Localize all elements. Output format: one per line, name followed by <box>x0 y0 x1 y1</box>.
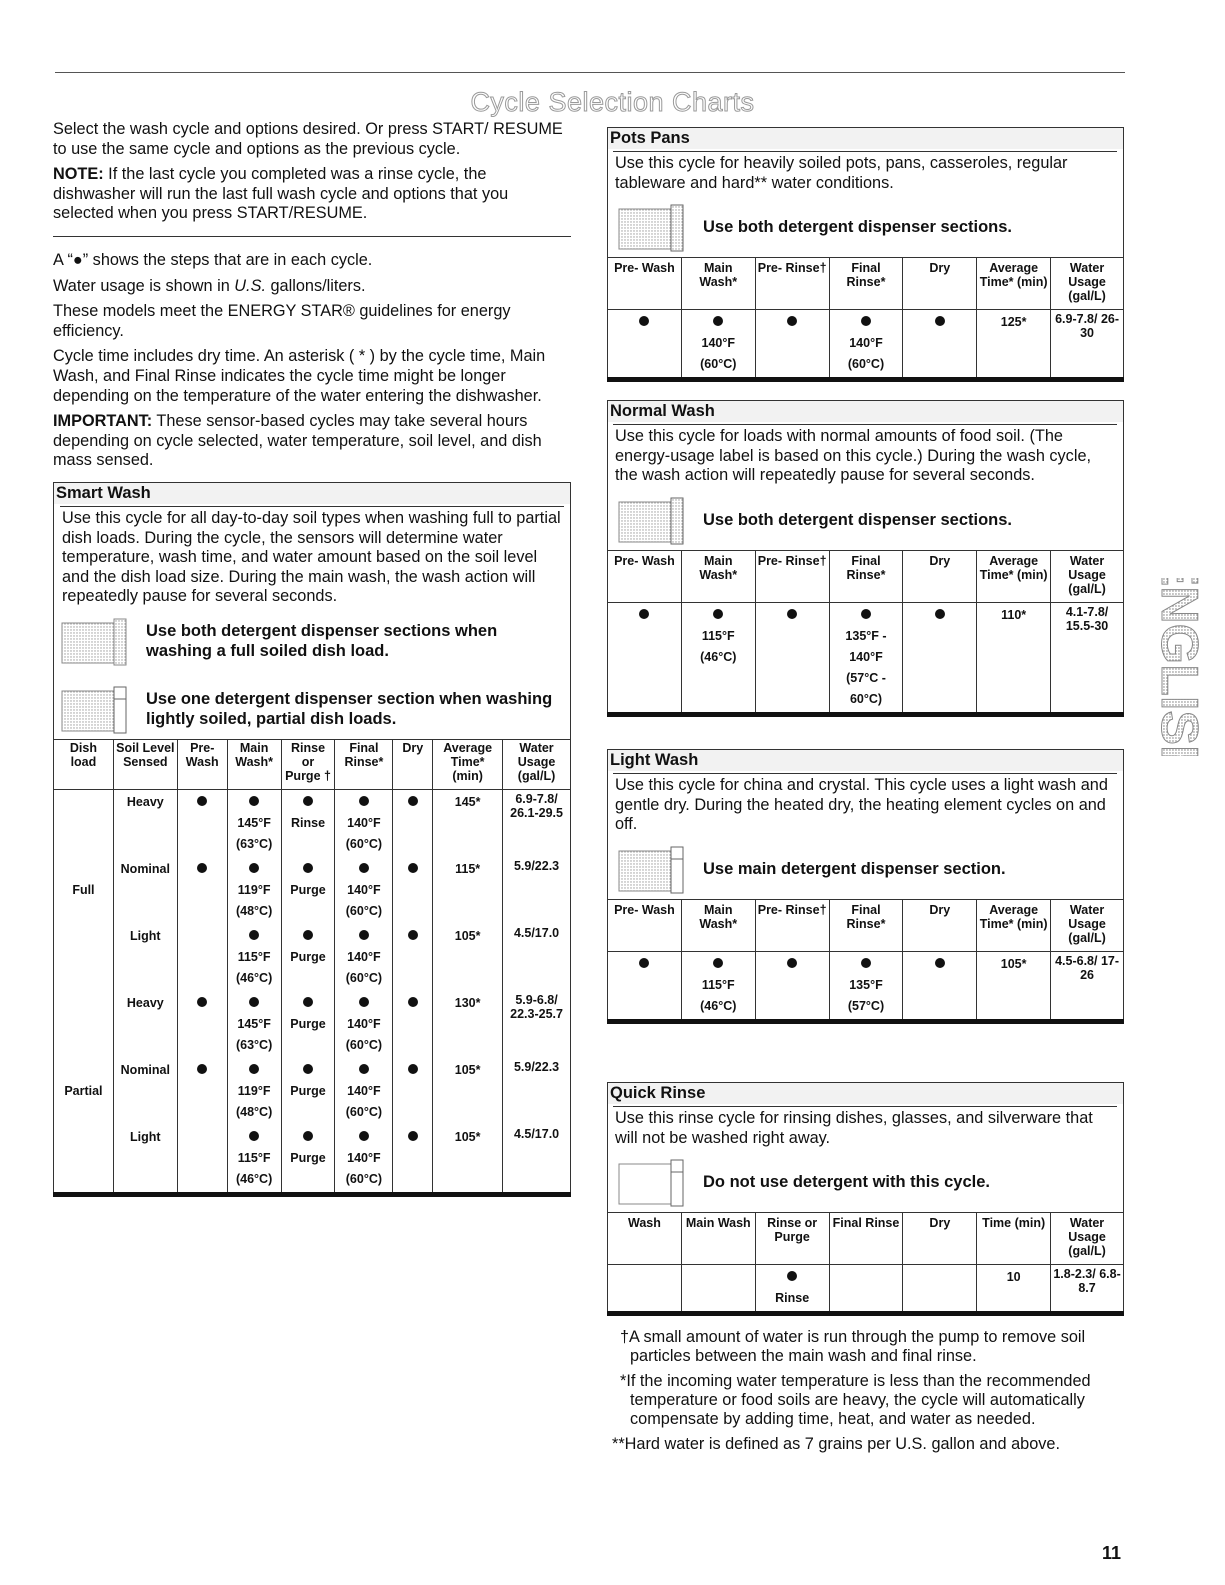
column-header: Main Wash* <box>681 551 755 603</box>
detergent-instruction <box>615 845 1117 893</box>
dispenser-icon <box>615 845 683 893</box>
table-row <box>54 991 571 1058</box>
rinse-type: Purge <box>290 882 326 897</box>
footnote-dagger: †A small amount of water is run through the pump to remove soil particles between the main wash and final rinse. <box>620 1328 1086 1365</box>
normal-section <box>607 400 1124 717</box>
step-cell <box>903 951 977 1021</box>
step-detail: 115°F (46°C) <box>700 628 737 664</box>
step-dot <box>408 997 418 1007</box>
step-dot <box>197 1064 207 1074</box>
main-wash-cell <box>227 924 281 991</box>
dispenser-icon <box>615 496 683 544</box>
rinse-type: Purge <box>290 949 326 964</box>
final-rinse-cell <box>335 1058 393 1125</box>
section-description: Use this cycle for all day-to-day soil types when washing full to partial dish loads. During the cycle, the sensors will determine water temperature, wash time, and water amount based on the soil level and the dish load size. During the main wash, the wash action will repeatedly pause for several seconds. <box>60 506 564 607</box>
column-header: Rinse or Purge † <box>281 739 335 790</box>
table-row <box>54 857 571 924</box>
time-cell: 10 <box>977 1265 1051 1314</box>
top-rule <box>55 72 1125 73</box>
step-detail: 140°F (60°C) <box>700 336 737 372</box>
step-dot <box>639 958 649 968</box>
footnote-double-asterisk: **Hard water is defined as 7 grains per U.S. gallon and above. <box>612 1435 1060 1453</box>
cycle-time-note: Cycle time includes dry time. An asterisk ( * ) by the cycle time, Main Wash, and Final Rinse indicates the cycle time might be longer depending on the temperature of the water entering the dishwasher. <box>53 347 546 405</box>
step-cell <box>903 602 977 714</box>
section-description: Use this rinse cycle for rinsing dishes, glasses, and silverware that will not be washed right away. <box>613 1106 1117 1148</box>
final-rinse-cell <box>335 789 393 857</box>
cycle-table <box>607 900 1124 1024</box>
step-cell <box>681 310 755 380</box>
rinse-purge-cell <box>281 857 335 924</box>
cycle-table <box>607 1213 1124 1316</box>
page-number: 11 <box>1102 1543 1122 1563</box>
step-dot <box>408 1131 418 1141</box>
column-header: Average Time* (min) <box>977 551 1051 603</box>
section-title: Pots Pans <box>607 127 1124 149</box>
column-header: Wash <box>608 1213 682 1265</box>
divider <box>53 236 571 237</box>
step-cell <box>608 602 682 714</box>
column-header: Dry <box>903 551 977 603</box>
step-cell <box>755 602 829 714</box>
dry-cell <box>393 1058 433 1125</box>
table-row <box>608 951 1124 1021</box>
step-dot <box>359 863 369 873</box>
table-row <box>54 789 571 857</box>
smart-wash-section <box>53 482 571 740</box>
page-title: Cycle Selection Charts <box>470 87 755 117</box>
time-cell: 105* <box>433 924 503 991</box>
section-title: Light Wash <box>607 749 1124 771</box>
step-cell <box>829 951 903 1021</box>
temperature: 145°F (63°C) <box>235 815 273 851</box>
step-cell <box>681 602 755 714</box>
step-dot <box>197 997 207 1007</box>
water-cell: 4.5/17.0 <box>503 1125 571 1195</box>
temperature: 140°F (60°C) <box>345 882 383 918</box>
dish-load-cell: Partial <box>54 991 114 1195</box>
column-header: Main Wash* <box>681 258 755 310</box>
water-cell: 6.9-7.8/ 26-30 <box>1051 310 1124 380</box>
column-header: Water Usage (gal/L) <box>1051 1213 1124 1265</box>
time-cell: 130* <box>433 991 503 1058</box>
soil-level-cell: Light <box>113 1125 177 1195</box>
column-header: Water Usage (gal/L) <box>1051 551 1124 603</box>
step-cell <box>755 310 829 380</box>
column-header: Dry <box>903 900 977 952</box>
column-header: Dry <box>903 258 977 310</box>
dispenser-both-icon <box>58 617 126 665</box>
final-rinse-cell <box>335 924 393 991</box>
step-cell <box>608 310 682 380</box>
step-dot <box>249 1064 259 1074</box>
main-wash-cell <box>227 857 281 924</box>
prewash-cell <box>177 1125 227 1195</box>
footnote-asterisk: *If the incoming water temperature is less than the recommended temperature or food soils are heavy, the cycle will automatically compensate by adding time, heat, and water as needed. <box>620 1372 1091 1428</box>
step-dot <box>787 958 797 968</box>
step-detail: 115°F (46°C) <box>700 977 737 1013</box>
step-cell <box>829 310 903 380</box>
step-dot <box>303 930 313 940</box>
step-dot <box>787 316 797 326</box>
step-cell <box>903 310 977 380</box>
rinse-purge-cell <box>281 789 335 857</box>
temperature: 140°F (60°C) <box>345 1016 383 1052</box>
soil-level-cell: Nominal <box>113 1058 177 1125</box>
table-row <box>608 1265 1124 1314</box>
step-cell <box>755 951 829 1021</box>
temperature: 140°F (60°C) <box>345 1083 383 1119</box>
water-cell: 5.9-6.8/ 22.3-25.7 <box>503 991 571 1058</box>
step-dot <box>787 609 797 619</box>
column-header: Average Time* (min) <box>433 739 503 790</box>
step-dot <box>359 930 369 940</box>
step-cell <box>608 1265 682 1314</box>
step-dot <box>861 958 871 968</box>
prewash-cell <box>177 924 227 991</box>
step-dot <box>408 930 418 940</box>
dry-cell <box>393 924 433 991</box>
column-header: Final Rinse <box>829 1213 903 1265</box>
soil-level-cell: Light <box>113 924 177 991</box>
step-dot <box>359 1064 369 1074</box>
language-side-tab <box>1150 578 1212 756</box>
step-dot <box>249 930 259 940</box>
table-row <box>54 924 571 991</box>
time-cell: 105* <box>977 951 1051 1021</box>
temperature: 145°F (63°C) <box>235 1016 273 1052</box>
step-dot <box>359 796 369 806</box>
water-cell: 6.9-7.8/ 26.1-29.5 <box>503 789 571 857</box>
step-dot <box>408 1064 418 1074</box>
time-cell: 125* <box>977 310 1051 380</box>
column-header: Water Usage (gal/L) <box>1051 900 1124 952</box>
time-cell: 105* <box>433 1058 503 1125</box>
cycle-table <box>607 551 1124 717</box>
step-dot <box>303 796 313 806</box>
step-dot <box>249 1131 259 1141</box>
prewash-cell <box>177 857 227 924</box>
rinse-type: Purge <box>290 1083 326 1098</box>
step-dot <box>249 863 259 873</box>
temperature: 140°F (60°C) <box>345 1150 383 1186</box>
step-dot <box>303 1064 313 1074</box>
step-dot <box>713 958 723 968</box>
prewash-cell <box>177 1058 227 1125</box>
step-dot <box>197 863 207 873</box>
temperature: 115°F (46°C) <box>235 949 273 985</box>
dish-load-cell: Full <box>54 789 114 991</box>
step-cell <box>755 1265 829 1314</box>
column-header: Soil Level Sensed <box>113 739 177 790</box>
step-dot <box>935 609 945 619</box>
dispenser-icon <box>615 203 683 251</box>
pots-section <box>607 127 1124 382</box>
detergent-instruction <box>615 203 1117 251</box>
rinse-purge-cell <box>281 991 335 1058</box>
column-header: Main Wash* <box>681 900 755 952</box>
time-cell: 110* <box>977 602 1051 714</box>
column-header: Average Time* (min) <box>977 900 1051 952</box>
prewash-cell <box>177 991 227 1058</box>
dry-cell <box>393 991 433 1058</box>
dot-legend: A “●” shows the steps that are in each cycle. <box>53 250 373 269</box>
column-header: Pre- Rinse† <box>755 900 829 952</box>
step-detail: 140°F (60°C) <box>847 336 885 372</box>
cycle-table <box>607 258 1124 382</box>
final-rinse-cell <box>335 1125 393 1195</box>
column-header: Final Rinse* <box>829 258 903 310</box>
step-dot <box>197 796 207 806</box>
step-dot <box>713 316 723 326</box>
main-wash-cell <box>227 1058 281 1125</box>
final-rinse-cell <box>335 991 393 1058</box>
column-header: Pre- Wash <box>177 739 227 790</box>
column-header: Dry <box>393 739 433 790</box>
section-description: Use this cycle for heavily soiled pots, pans, casseroles, regular tableware and hard** water conditions. <box>613 151 1117 193</box>
step-dot <box>713 609 723 619</box>
step-dot <box>359 1131 369 1141</box>
step-dot <box>303 997 313 1007</box>
step-dot <box>408 796 418 806</box>
step-dot <box>861 316 871 326</box>
energy-note: These models meet the ENERGY STAR® guidelines for energy efficiency. <box>53 302 511 340</box>
left-column <box>53 120 571 1197</box>
table-row <box>608 602 1124 714</box>
final-rinse-cell <box>335 857 393 924</box>
main-wash-cell <box>227 1125 281 1195</box>
detergent-text: Use main detergent dispenser section. <box>703 859 1006 878</box>
step-dot <box>935 316 945 326</box>
time-cell: 145* <box>433 789 503 857</box>
step-cell <box>608 951 682 1021</box>
temperature: 119°F (48°C) <box>235 882 273 918</box>
column-header: Average Time* (min) <box>977 258 1051 310</box>
column-header: Main Wash <box>681 1213 755 1265</box>
column-header: Main Wash* <box>227 739 281 790</box>
note-paragraph: NOTE: If the last cycle you completed was a rinse cycle, the dishwasher will run the last full wash cycle and options that you selected when you press START/RESUME. <box>53 165 509 223</box>
step-cell <box>829 602 903 714</box>
temperature: 115°F (46°C) <box>235 1150 273 1186</box>
step-dot <box>303 1131 313 1141</box>
dispenser-one-icon <box>58 685 126 733</box>
dispenser-icon <box>615 1158 683 1206</box>
water-cell: 1.8-2.3/ 6.8-8.7 <box>1051 1265 1124 1314</box>
detergent-text: Do not use detergent with this cycle. <box>703 1173 990 1192</box>
column-header: Pre- Rinse† <box>755 551 829 603</box>
main-wash-cell <box>227 789 281 857</box>
column-header: Final Rinse* <box>829 551 903 603</box>
temperature: 140°F (60°C) <box>345 815 383 851</box>
step-dot <box>639 609 649 619</box>
step-dot <box>249 796 259 806</box>
temperature: 119°F (48°C) <box>235 1083 273 1119</box>
soil-level-cell: Nominal <box>113 857 177 924</box>
water-cell: 4.1-7.8/ 15.5-30 <box>1051 602 1124 714</box>
soil-level-cell: Heavy <box>113 789 177 857</box>
section-title: Normal Wash <box>607 400 1124 422</box>
step-dot <box>639 316 649 326</box>
step-dot <box>935 958 945 968</box>
dry-cell <box>393 857 433 924</box>
main-wash-cell <box>227 991 281 1058</box>
section-description: Use this cycle for china and crystal. This cycle uses a light wash and gentle dry. During the heated dry, the heating element cycles on and off. <box>613 773 1117 835</box>
step-dot <box>303 863 313 873</box>
column-header: Final Rinse* <box>829 900 903 952</box>
step-dot <box>249 997 259 1007</box>
step-dot <box>359 997 369 1007</box>
quick-section <box>607 1082 1124 1316</box>
section-title: Quick Rinse <box>607 1082 1124 1104</box>
detergent-text: Use both detergent dispenser sections. <box>703 510 1012 529</box>
step-detail: 135°F - 140°F (57°C - 60°C) <box>845 628 887 706</box>
step-detail: Rinse <box>775 1291 810 1306</box>
rinse-type: Rinse <box>291 815 326 830</box>
water-usage-note: Water usage is shown in U.S. gallons/liters. <box>53 276 366 295</box>
rinse-type: Purge <box>290 1016 326 1031</box>
column-header: Pre- Wash <box>608 900 682 952</box>
column-header: Water Usage (gal/L) <box>1051 258 1124 310</box>
column-header: Time (min) <box>977 1213 1051 1265</box>
temperature: 140°F (60°C) <box>345 949 383 985</box>
column-header: Pre- Wash <box>608 551 682 603</box>
detergent-instruction <box>615 496 1117 544</box>
column-header: Dish load <box>54 739 114 790</box>
column-header: Water Usage (gal/L) <box>503 739 571 790</box>
rinse-purge-cell <box>281 924 335 991</box>
smart-wash-table <box>53 739 571 1197</box>
step-cell <box>681 951 755 1021</box>
step-detail: 135°F (57°C) <box>847 977 885 1013</box>
detergent-instruction: Use both detergent dispenser sections when washing a full soiled dish load. <box>58 617 564 665</box>
water-cell: 5.9/22.3 <box>503 1058 571 1125</box>
prewash-cell <box>177 789 227 857</box>
step-dot <box>408 863 418 873</box>
detergent-text: Use both detergent dispenser sections. <box>703 218 1012 237</box>
footnotes <box>612 1328 1122 1460</box>
dry-cell <box>393 1125 433 1195</box>
rinse-purge-cell <box>281 1058 335 1125</box>
table-row <box>54 1125 571 1195</box>
column-header: Dry <box>903 1213 977 1265</box>
time-cell: 115* <box>433 857 503 924</box>
water-cell: 5.9/22.3 <box>503 857 571 924</box>
step-cell <box>681 1265 755 1314</box>
intro-paragraph: Select the wash cycle and options desired. Or press START/ RESUME to use the same cycle and options as the previous cycle. <box>53 120 563 158</box>
column-header: Final Rinse* <box>335 739 393 790</box>
table-row <box>608 310 1124 380</box>
rinse-type: Purge <box>290 1150 326 1165</box>
section-title: Smart Wash <box>53 482 571 504</box>
water-cell: 4.5/17.0 <box>503 924 571 991</box>
column-header: Pre- Rinse† <box>755 258 829 310</box>
section-description: Use this cycle for loads with normal amounts of food soil. (The energy-usage label is based on this cycle.) During the wash cycle, the wash action will repeatedly pause for several seconds. <box>613 424 1117 486</box>
time-cell: 105* <box>433 1125 503 1195</box>
side-tab-label: ENGLISH <box>1150 578 1208 756</box>
step-dot <box>787 1271 797 1281</box>
light-section <box>607 749 1124 1024</box>
water-cell: 4.5-6.8/ 17-26 <box>1051 951 1124 1021</box>
column-header: Pre- Wash <box>608 258 682 310</box>
step-cell <box>829 1265 903 1314</box>
step-cell <box>903 1265 977 1314</box>
dry-cell <box>393 789 433 857</box>
detergent-instruction <box>615 1158 1117 1206</box>
detergent-instruction: Use one detergent dispenser section when washing lightly soiled, partial dish loads. <box>58 685 564 733</box>
table-row <box>54 1058 571 1125</box>
step-dot <box>861 609 871 619</box>
rinse-purge-cell <box>281 1125 335 1195</box>
important-note: IMPORTANT: These sensor-based cycles may take several hours depending on cycle selected, water temperature, soil level, and dish mass sensed. <box>53 412 542 470</box>
column-header: Rinse or Purge <box>755 1213 829 1265</box>
soil-level-cell: Heavy <box>113 991 177 1058</box>
